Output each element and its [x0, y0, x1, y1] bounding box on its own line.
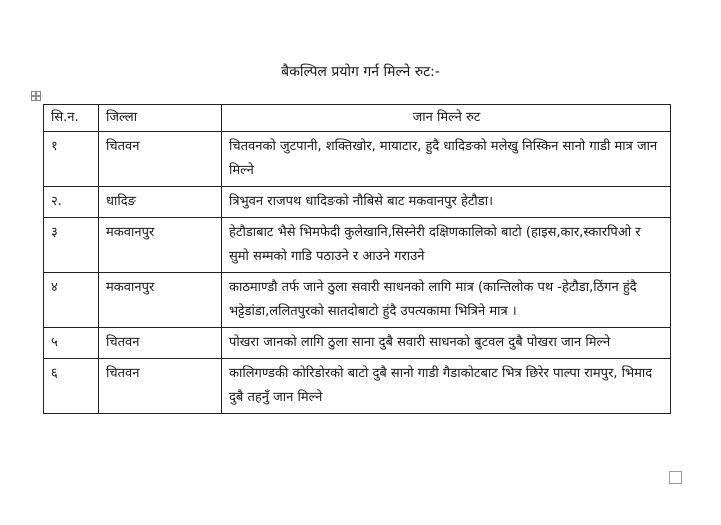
- row-route: हेटौडाबाट भैसे भिमफेदी कुलेखानि,सिस्नेरी दक्षिणकालिको बाटो (हाइस,कार,स्कारपिओ र सुमो सम्मको गाडि पठाउने र आउने गराउने: [222, 218, 671, 273]
- table-resize-handle-icon[interactable]: [669, 471, 682, 484]
- routes-table: [43, 104, 671, 414]
- table-header-row: [44, 105, 671, 132]
- header-district: जिल्ला: [99, 105, 222, 132]
- table-row: [44, 359, 671, 414]
- row-route: त्रिभुवन राजपथ धादिङको नौबिसे बाट मकवानपुर हेटौडा।: [222, 187, 671, 218]
- row-sn: ६: [44, 359, 99, 414]
- row-district: चितवन: [99, 328, 222, 359]
- document-title: बैकल्पिल प्रयोग गर्न मिल्ने रुट:-: [281, 64, 440, 80]
- row-district: चितवन: [99, 359, 222, 414]
- row-sn: ५: [44, 328, 99, 359]
- row-sn: ४: [44, 273, 99, 328]
- header-sn: सि.न.: [44, 105, 99, 132]
- row-district: धादिङ: [99, 187, 222, 218]
- header-route: जान मिल्ने रुट: [222, 105, 671, 132]
- row-sn: ३: [44, 218, 99, 273]
- row-sn: २.: [44, 187, 99, 218]
- table-row: [44, 273, 671, 328]
- row-sn: १: [44, 132, 99, 187]
- row-district: मकवानपुर: [99, 273, 222, 328]
- table-move-handle-icon[interactable]: [31, 91, 41, 101]
- table-row: [44, 187, 671, 218]
- table-row: [44, 132, 671, 187]
- table-row: [44, 328, 671, 359]
- row-route: चितवनको जुटपानी, शक्तिखोर, मायाटार, हुदै धादिङको मलेखु निस्किन सानो गाडी मात्र जान मिल्ने: [222, 132, 671, 187]
- row-district: चितवन: [99, 132, 222, 187]
- table-row: [44, 218, 671, 273]
- row-route: कालिगण्डकी कोरिडोरको बाटो दुबै सानो गाडी गैडाकोटबाट भित्र छिरेर पाल्पा रामपुर, भिमाद दुबै तहनुँ जान मिल्ने: [222, 359, 671, 414]
- row-district: मकवानपुर: [99, 218, 222, 273]
- row-route: पोखरा जानको लागि ठुला साना दुबै सवारी साधनको बुटवल दुबै पोखरा जान मिल्ने: [222, 328, 671, 359]
- move-cross-icon: [32, 92, 40, 100]
- row-route: काठमाण्डौ तर्फ जाने ठुला सवारी साधनको लागि मात्र (कान्तिलोक पथ -हेटौडा,ठिंगन हुंदै भट्टेडांडा,ललितपुरको सातदोबाटो हुंदै उपत्यकामा भित्रिने मात्र ।: [222, 273, 671, 328]
